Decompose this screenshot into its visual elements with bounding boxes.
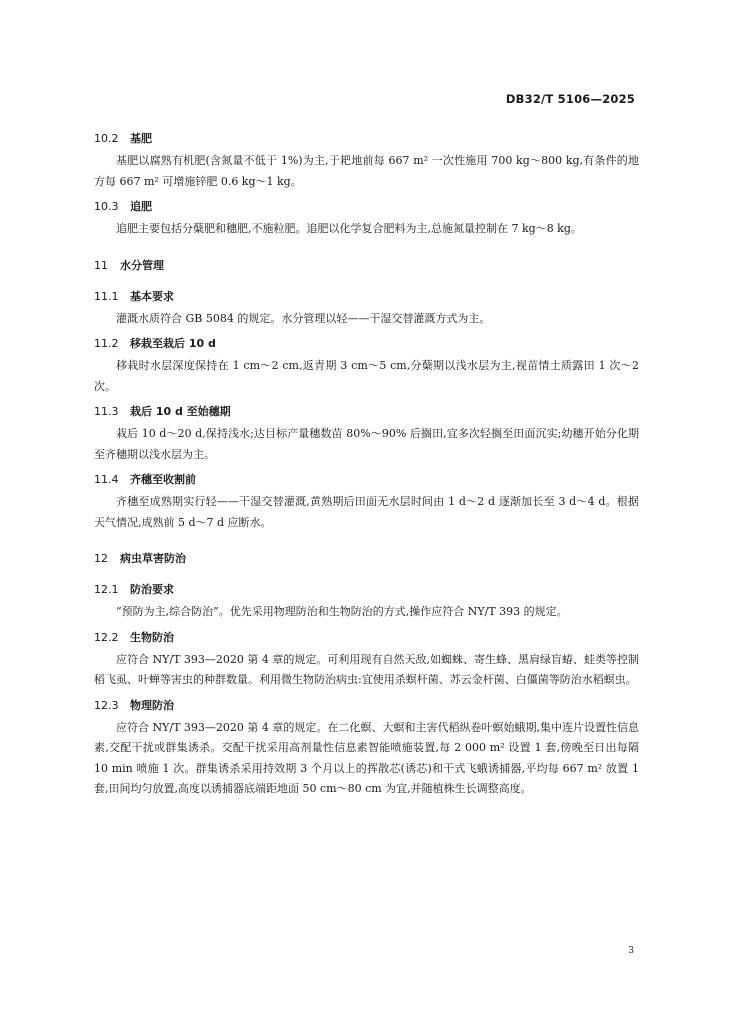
section-title: 生物防治 <box>130 630 174 644</box>
section-11-3-heading <box>94 403 639 419</box>
section-12-1-heading <box>94 581 639 597</box>
section-number: 10.2 <box>94 132 119 145</box>
section-number: 12.2 <box>94 630 119 644</box>
section-number: 11.4 <box>94 473 119 486</box>
document-code: DB32/T 5106—2025 <box>505 92 635 106</box>
section-title: 病虫草害防治 <box>120 552 186 565</box>
section-12-3-paragraph: 应符合 NY/T 393—2020 第 4 章的规定。在二化螟、大螟和主害代稻纵卷叶螟始蛾期,集中连片设置性信息素,交配干扰或群集诱杀。交配干扰采用高剂量性信息素智能喷施装置,每 2 000 m² 设置 1 套,傍晚至日出每隔 10 min 喷施 1 次。群集诱杀采用持效期 3 个月以上的挥散芯(诱芯)和干式飞蛾诱捕器,平均每 667 m² 放置 1 套,田间均匀放置,高度以诱捕器底端距地面 50 cm～80 cm 为宜,并随植株生长调整高度。 <box>94 720 639 795</box>
section-10-3-paragraph: 追肥主要包括分蘖肥和穗肥,不施粒肥。追肥以化学复合肥料为主,总施氮量控制在 7 kg～8 kg。 <box>116 222 582 235</box>
section-title: 齐穗至收割前 <box>130 473 196 486</box>
section-11-2-paragraph: 移栽时水层深度保持在 1 cm～2 cm,返青期 3 cm～5 cm,分蘖期以浅水层为主,视苗情土质露田 1 次～2 次。 <box>94 359 639 393</box>
section-10-3-heading <box>94 198 639 214</box>
section-11-heading <box>94 257 639 273</box>
section-10-2-heading <box>94 130 639 146</box>
section-number: 12 <box>94 552 108 565</box>
section-title: 栽后 10 d 至始穗期 <box>130 405 231 418</box>
section-11-2-heading <box>94 335 639 351</box>
section-11-1-heading <box>94 288 639 304</box>
section-number: 10.3 <box>94 200 119 213</box>
section-11-4-heading <box>94 471 639 487</box>
section-number: 11.2 <box>94 337 119 350</box>
section-12-heading <box>94 550 639 566</box>
section-title: 移栽至栽后 10 d <box>130 337 216 350</box>
section-12-1-paragraph: “预防为主,综合防治”。优先采用物理防治和生物防治的方式,操作应符合 NY/T 393 的规定。 <box>116 605 568 618</box>
section-number: 11.1 <box>94 289 119 303</box>
page-number: 3 <box>628 946 634 956</box>
section-number: 12.1 <box>94 583 119 596</box>
section-10-2-paragraph: 基肥以腐熟有机肥(含氮量不低于 1%)为主,于耙地前每 667 m² 一次性施用 700 kg～800 kg,有条件的地方每 667 m² 可增施锌肥 0.6 kg～1 kg。 <box>94 154 639 188</box>
section-title: 防治要求 <box>130 583 174 596</box>
section-number: 11 <box>94 258 108 272</box>
section-11-1-paragraph: 灌溉水质符合 GB 5084 的规定。水分管理以轻——干湿交替灌溉方式为主。 <box>116 311 491 325</box>
document-body <box>94 130 639 800</box>
section-11-3-paragraph: 栽后 10 d～20 d,保持浅水;达目标产量穗数苗 80%～90% 后搁田,宜多次轻搁至田面沉实;幼穗开始分化期至齐穗期以浅水层为主。 <box>94 427 639 461</box>
section-12-3-heading <box>94 697 639 713</box>
section-number: 11.3 <box>94 405 119 418</box>
section-title: 水分管理 <box>120 258 164 272</box>
section-12-2-paragraph: 应符合 NY/T 393—2020 第 4 章的规定。可利用现有自然天敌,如蜘蛛、寄生蜂、黑肩绿盲蝽、蛙类等控制稻飞虱、叶蝉等害虫的种群数量。利用微生物防治病虫:宜使用杀螟杆菌、苏云金杆菌、白僵菌等防治水稻螟虫。 <box>94 652 639 686</box>
section-number: 12.3 <box>94 698 119 712</box>
section-12-2-heading <box>94 629 639 645</box>
section-title: 追肥 <box>130 200 152 213</box>
section-11-4-paragraph: 齐穗至成熟期实行轻——干湿交替灌溉,黄熟期后田面无水层时间由 1 d～2 d 逐渐加长至 3 d～4 d。根据天气情况,成熟前 5 d～7 d 应断水。 <box>94 495 639 529</box>
section-title: 物理防治 <box>130 698 174 712</box>
section-title: 基肥 <box>130 132 152 145</box>
section-title: 基本要求 <box>130 289 174 303</box>
